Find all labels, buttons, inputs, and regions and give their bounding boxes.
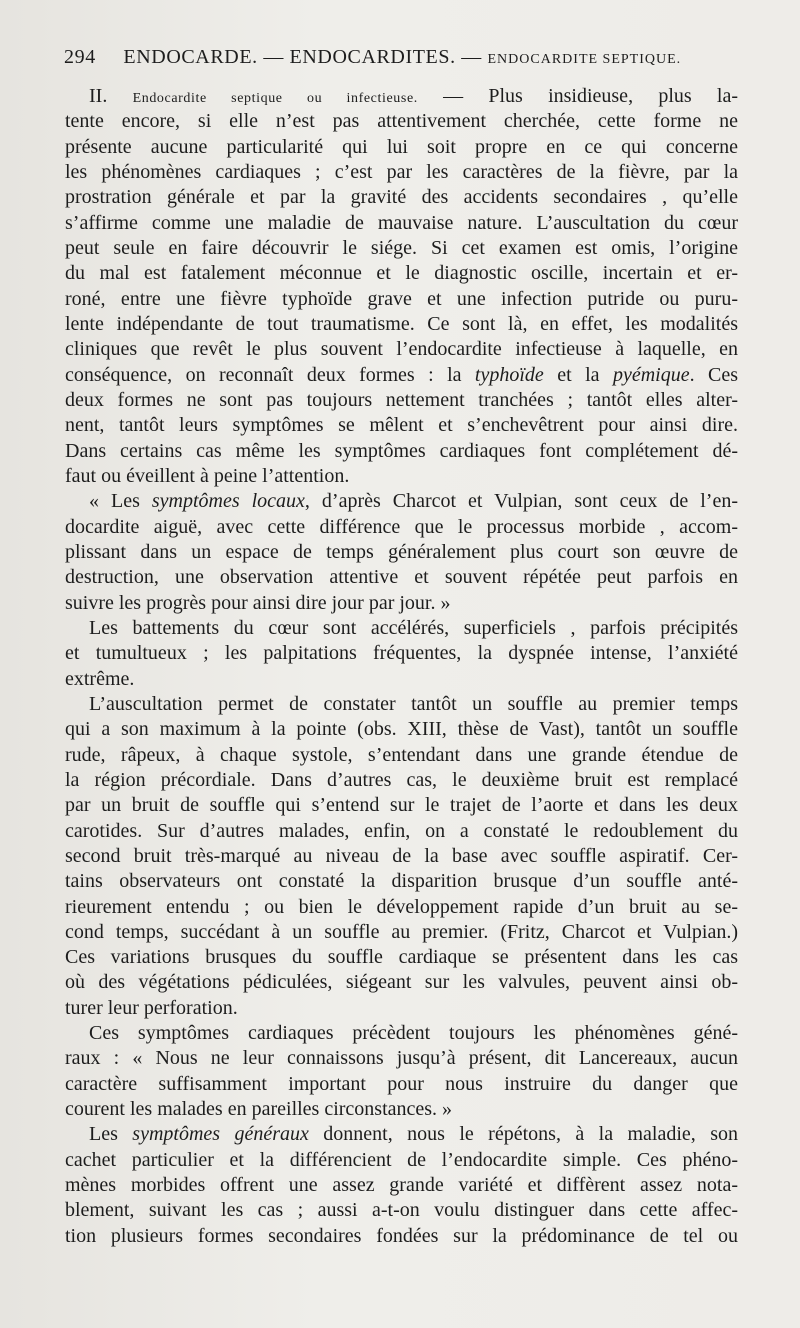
text-line <box>65 261 738 286</box>
text-line <box>65 1097 738 1122</box>
text-run: cachet particulier et la différencient de l’endocardite simple. Ces phéno- <box>65 1148 738 1171</box>
text-run: donnent, nous le répétons, à la maladie, son <box>308 1123 738 1146</box>
text-line <box>65 109 738 134</box>
text-line <box>65 692 738 717</box>
text-run: II. <box>89 85 133 107</box>
text-line <box>65 1224 738 1249</box>
text-line <box>65 996 738 1021</box>
text-line <box>65 388 738 413</box>
text-run: du mal est fatalement méconnue et le diagnostic oscille, incertain et er- <box>65 262 738 285</box>
text-run: turer leur perforation. <box>65 996 238 1019</box>
text-line <box>65 895 738 920</box>
text-run: L’auscultation permet de constater tantôt un souffle au premier temps <box>89 692 738 715</box>
text-line <box>65 84 738 109</box>
text-run: Les battements du cœur sont accélérés, superficiels , parfois précipités <box>89 616 738 639</box>
text-line <box>65 970 738 995</box>
text-line <box>65 540 738 565</box>
text-run: rude, râpeux, à chaque systole, s’entendant dans une grande étendue de <box>65 743 738 766</box>
text-run: second bruit très-marqué au niveau de la base avec souffle aspiratif. Cer- <box>65 844 738 867</box>
text-run: caractère suffisamment important pour nous instruire du danger que <box>65 1072 738 1095</box>
text-line <box>65 717 738 742</box>
text-run: conséquence, on reconnaît deux formes : la <box>65 363 475 386</box>
text-run: Ces symptômes cardiaques précèdent toujours les phénomènes géné- <box>89 1022 738 1045</box>
text-run: peut seule en faire découvrir le siége. Si cet examen est omis, l’origine <box>65 236 738 259</box>
page-number: 294 <box>64 46 96 68</box>
italic-phrase: symptômes généraux <box>132 1123 309 1146</box>
text-run: prostration générale et par la gravité des accidents secondaires , qu’elle <box>65 186 738 209</box>
text-run: la région précordiale. Dans d’autres cas, le deuxième bruit est remplacé <box>65 768 738 791</box>
text-run: suivre les progrès pour ainsi dire jour par jour. » <box>65 591 451 614</box>
text-run: Les <box>89 1123 133 1146</box>
text-line <box>65 869 738 894</box>
text-run: . Ces <box>689 363 738 386</box>
text-line <box>65 1072 738 1097</box>
text-run: « Les <box>89 490 152 513</box>
text-run: Dans certains cas même les symptômes cardiaques font complétement dé- <box>65 439 738 462</box>
text-run: destruction, une observation attentive et souvent répétée peut parfois en <box>65 566 738 589</box>
text-run: qui a son maximum à la pointe (obs. XIII, thèse de Vast), tantôt un souffle <box>65 718 738 741</box>
text-line <box>65 160 738 185</box>
text-line <box>65 819 738 844</box>
italic-phrase: pyémique <box>612 363 690 386</box>
text-run: où des végétations pédiculées, siégeant sur les valvules, peuvent ainsi ob- <box>65 971 738 994</box>
small-caps-heading: Endocardite septique ou infectieuse. <box>132 91 418 106</box>
text-run: tains observateurs ont constaté la disparition brusque d’un souffle anté- <box>65 870 738 893</box>
text-line <box>65 464 738 489</box>
header-title: ENDOCARDE. — ENDOCARDITES. — <box>123 46 482 68</box>
text-run: courent les malades en pareilles circonstances. » <box>65 1098 453 1121</box>
italic-phrase: typhoïde <box>474 363 544 386</box>
text-line <box>65 1173 738 1198</box>
text-line <box>65 1021 738 1046</box>
text-run: docardite aiguë, avec cette différence que le processus morbide , accom- <box>65 515 738 538</box>
text-line <box>65 945 738 970</box>
text-run: s’affirme comme une maladie de mauvaise nature. L’auscultation du cœur <box>65 211 738 234</box>
text-line <box>65 667 738 692</box>
text-run: raux : « Nous ne leur connaissons jusqu’à présent, dit Lancereaux, aucun <box>65 1047 738 1070</box>
text-line <box>65 1198 738 1223</box>
text-line <box>65 1148 738 1173</box>
text-run: extrême. <box>65 667 135 690</box>
header-subtitle: ENDOCARDITE SEPTIQUE. <box>487 52 682 67</box>
text-run: cliniques que revêt le plus souvent l’endocardite infectieuse à laquelle, en <box>65 338 738 361</box>
running-header <box>64 46 744 76</box>
text-run: et la <box>543 363 613 386</box>
text-run: lente indépendante de tout traumatisme. Ce sont là, en effet, les modalités <box>65 312 738 335</box>
text-line <box>65 1046 738 1071</box>
text-run: mènes morbides offrent une assez grande variété et diffèrent assez nota- <box>65 1174 738 1197</box>
text-line <box>65 565 738 590</box>
text-line <box>65 743 738 768</box>
text-run: plissant dans un espace de temps généralement plus court son œuvre de <box>65 540 738 563</box>
text-run: , d’après Charcot et Vulpian, sont ceux de l’en- <box>304 490 738 513</box>
text-run: — Plus insidieuse, plus la- <box>417 85 738 107</box>
italic-phrase: symptômes locaux <box>151 490 305 513</box>
text-run: nent, tantôt leurs symptômes se mêlent et s’enchevêtrent pour ainsi dire. <box>65 414 738 437</box>
text-line <box>65 337 738 362</box>
text-run: cond temps, succédant à un souffle au premier. (Fritz, Charcot et Vulpian.) <box>65 920 738 943</box>
text-run: deux formes ne sont pas toujours nettement tranchées ; tantôt elles alter- <box>65 388 738 411</box>
text-run: roné, entre une fièvre typhoïde grave et une infection putride ou puru- <box>65 287 738 310</box>
text-run: faut ou éveillent à peine l’attention. <box>65 464 350 487</box>
text-line <box>65 489 738 514</box>
text-line <box>65 793 738 818</box>
text-line <box>65 236 738 261</box>
text-run: les phénomènes cardiaques ; c’est par les caractères de la fièvre, par la <box>65 160 738 183</box>
text-line <box>65 844 738 869</box>
text-run: par un bruit de souffle qui s’entend sur le trajet de l’aorte et dans les deux <box>65 794 738 817</box>
text-line <box>65 135 738 160</box>
text-line <box>65 515 738 540</box>
text-line <box>65 211 738 236</box>
text-run: et tumultueux ; les palpitations fréquentes, la dyspnée intense, l’anxiété <box>65 642 738 665</box>
text-line <box>65 616 738 641</box>
text-run: tion plusieurs formes secondaires fondées sur la prédominance de tel ou <box>65 1224 738 1247</box>
text-run: rieurement entendu ; ou bien le développement rapide d’un bruit au se- <box>65 895 738 918</box>
text-line <box>65 287 738 312</box>
text-line <box>65 591 738 616</box>
text-line <box>65 768 738 793</box>
text-line <box>65 439 738 464</box>
text-line <box>65 641 738 666</box>
text-line <box>65 920 738 945</box>
text-run: blement, suivant les cas ; aussi a-t-on voulu distinguer dans cette affec- <box>65 1199 738 1222</box>
text-line <box>65 312 738 337</box>
text-line <box>65 363 738 388</box>
text-run: Ces variations brusques du souffle cardiaque se présentent dans les cas <box>65 946 738 969</box>
text-line <box>65 1122 738 1147</box>
text-run: carotides. Sur d’autres malades, enfin, on a constaté le redoublement du <box>65 819 738 842</box>
body-text <box>65 84 738 1249</box>
text-line <box>65 185 738 210</box>
text-run: présente aucune particularité qui lui soit propre en ce qui concerne <box>65 135 738 158</box>
text-line <box>65 413 738 438</box>
text-run: tente encore, si elle n’est pas attentivement cherchée, cette forme ne <box>65 110 738 133</box>
